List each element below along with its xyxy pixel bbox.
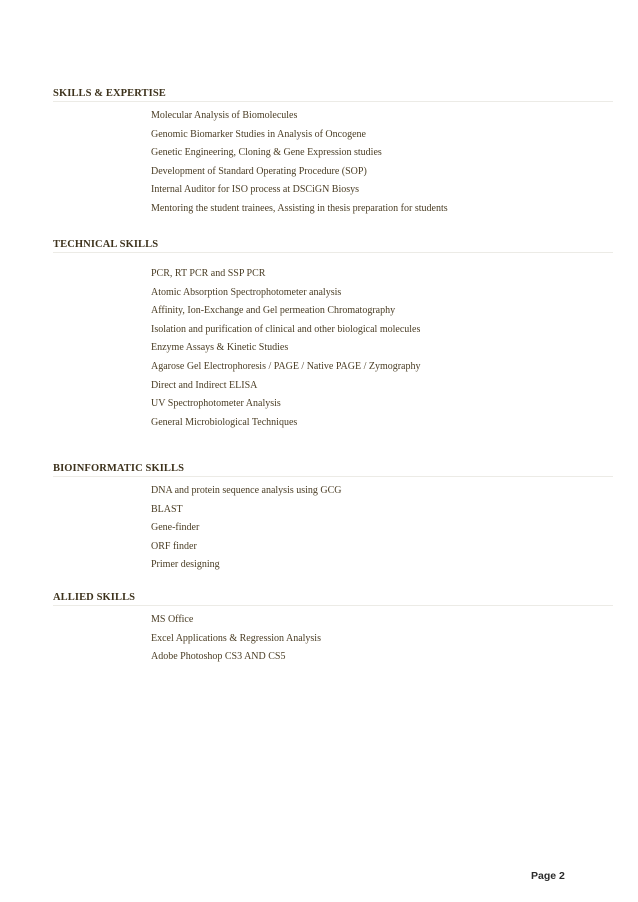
list-item: Genomic Biomarker Studies in Analysis of Oncogene [151, 128, 366, 140]
list-item: Excel Applications & Regression Analysis [151, 632, 321, 644]
list-item: General Microbiological Techniques [151, 416, 298, 428]
list-item: Adobe Photoshop CS3 AND CS5 [151, 651, 286, 663]
list-item: Mentoring the student trainees, Assisting in thesis preparation for students [151, 202, 448, 214]
list-item: Development of Standard Operating Procedure (SOP) [151, 165, 367, 177]
section-title: TECHNICAL SKILLS [53, 238, 613, 253]
list-item: ORF finder [151, 540, 197, 552]
list-item: MS Office [151, 614, 194, 625]
bioinformatic-skills-list [151, 482, 342, 575]
list-item: BLAST [151, 503, 183, 515]
section-title: ALLIED SKILLS [53, 591, 613, 606]
skills-expertise-list [151, 107, 448, 219]
allied-skills-list [151, 611, 321, 667]
section-title: BIOINFORMATIC SKILLS [53, 462, 613, 477]
list-item: PCR, RT PCR and SSP PCR [151, 268, 266, 279]
list-item: Direct and Indirect ELISA [151, 379, 258, 391]
section-allied-skills [53, 591, 613, 606]
section-title: SKILLS & EXPERTISE [53, 87, 613, 102]
list-item: Primer designing [151, 559, 220, 571]
list-item: Genetic Engineering, Cloning & Gene Expression studies [151, 147, 382, 159]
section-technical-skills [53, 238, 613, 253]
list-item: Atomic Absorption Spectrophotometer analysis [151, 286, 342, 298]
section-skills-expertise [53, 87, 613, 102]
list-item: Internal Auditor for ISO process at DSCiGN Biosys [151, 184, 360, 196]
page-number: Page 2 [531, 870, 565, 882]
list-item: Agarose Gel Electrophoresis / PAGE / Native PAGE / Zymography [151, 360, 421, 372]
list-item: Gene-finder [151, 522, 200, 534]
list-item: UV Spectrophotometer Analysis [151, 398, 281, 410]
list-item: Enzyme Assays & Kinetic Studies [151, 342, 289, 354]
list-item: Molecular Analysis of Biomolecules [151, 110, 298, 121]
technical-skills-list [151, 265, 421, 432]
list-item: Affinity, Ion-Exchange and Gel permeation Chromatography [151, 305, 396, 317]
list-item: Isolation and purification of clinical and other biological molecules [151, 323, 421, 335]
section-bioinformatic-skills [53, 462, 613, 477]
list-item: DNA and protein sequence analysis using GCG [151, 485, 342, 496]
